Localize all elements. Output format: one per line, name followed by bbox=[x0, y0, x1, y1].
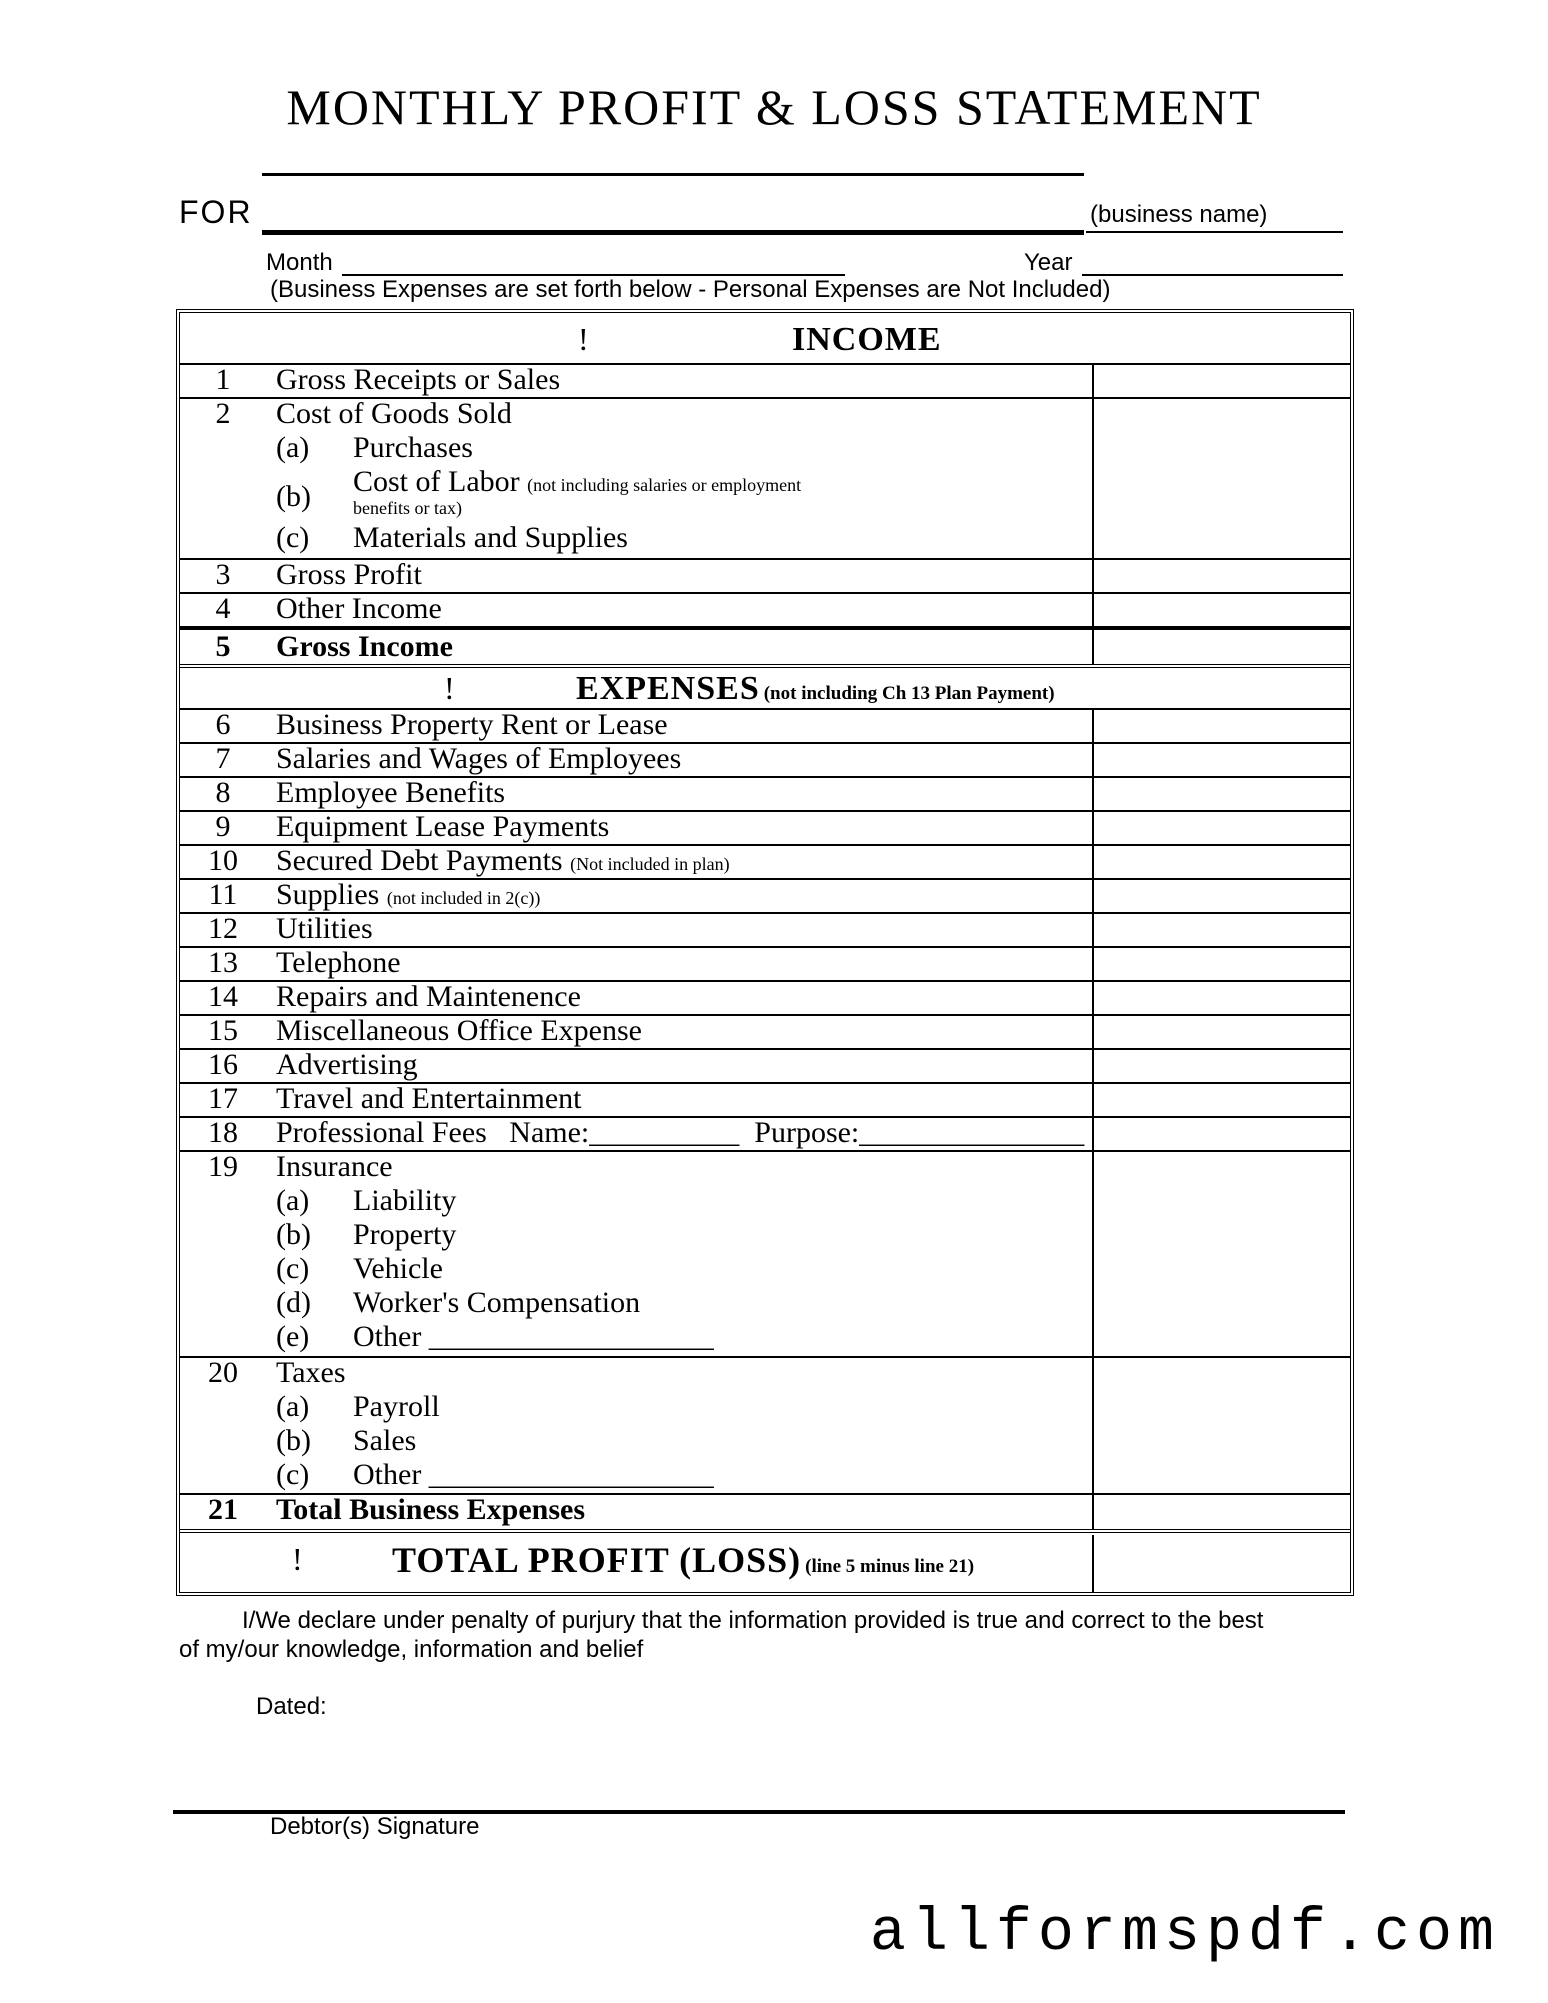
row-note: (not included in 2(c)) bbox=[386, 888, 541, 908]
sub-letter: (a) bbox=[276, 431, 310, 464]
amount-cell[interactable] bbox=[1092, 397, 1350, 558]
row-label: Insurance bbox=[276, 1150, 393, 1183]
amount-cell[interactable] bbox=[1092, 1356, 1350, 1493]
cost-of-labor-note: (not including salaries or employment bbox=[527, 475, 802, 495]
row-label: Professional Fees Name:__________ Purpose:_______________ bbox=[276, 1116, 1085, 1149]
sub-label: Materials and Supplies bbox=[353, 521, 628, 554]
income-marker: ! bbox=[578, 321, 589, 357]
row-number: 14 bbox=[208, 980, 238, 1013]
income-row-4 bbox=[180, 592, 1350, 626]
sub-label: Purchases bbox=[353, 431, 473, 464]
amount-cell[interactable] bbox=[1092, 1014, 1350, 1048]
cost-of-labor-label: Cost of Labor bbox=[353, 465, 520, 498]
row-label: Other Income bbox=[276, 592, 442, 625]
row-label: Employee Benefits bbox=[276, 776, 506, 809]
expense-row-8 bbox=[180, 776, 1350, 810]
declaration-line-2: of my/our knowledge, information and belief bbox=[179, 1636, 644, 1663]
expense-row-19 bbox=[180, 1150, 1350, 1356]
expense-row-6 bbox=[180, 708, 1350, 742]
expense-row-9 bbox=[180, 810, 1350, 844]
amount-cell[interactable] bbox=[1092, 558, 1350, 592]
row-label: Gross Income bbox=[276, 630, 453, 663]
row-number: 8 bbox=[215, 776, 231, 809]
expense-row-20 bbox=[180, 1356, 1350, 1493]
expense-row-21 bbox=[180, 1493, 1350, 1529]
page-title: MONTHLY PROFIT & LOSS STATEMENT bbox=[286, 79, 1262, 135]
expenses-heading: EXPENSES bbox=[576, 670, 760, 707]
row-number: 3 bbox=[215, 558, 231, 591]
row-label: Travel and Entertainment bbox=[276, 1082, 582, 1115]
expenses-marker: ! bbox=[444, 670, 455, 706]
row-number: 16 bbox=[208, 1048, 238, 1081]
row-note: (Not included in plan) bbox=[570, 854, 730, 874]
expense-row-10 bbox=[180, 844, 1350, 878]
sub-label: Worker's Compensation bbox=[353, 1286, 641, 1319]
row-label: Salaries and Wages of Employees bbox=[276, 742, 682, 775]
row-number: 20 bbox=[208, 1356, 238, 1389]
expense-row-16 bbox=[180, 1048, 1350, 1082]
for-label: FOR bbox=[179, 194, 253, 230]
signature-label: Debtor(s) Signature bbox=[270, 1813, 480, 1840]
row-number: 21 bbox=[208, 1493, 238, 1526]
dated-label: Dated: bbox=[256, 1693, 327, 1720]
amount-cell[interactable] bbox=[1092, 878, 1350, 912]
row-label: Taxes bbox=[276, 1356, 346, 1389]
sub-letter: (b) bbox=[276, 1424, 311, 1457]
sub-label: Vehicle bbox=[353, 1252, 443, 1285]
sub-letter: (a) bbox=[276, 1184, 310, 1217]
row-label: Equipment Lease Payments bbox=[276, 810, 610, 843]
sub-letter: (d) bbox=[276, 1286, 311, 1319]
amount-cell[interactable] bbox=[1092, 810, 1350, 844]
row-number: 1 bbox=[215, 363, 231, 396]
sub-letter: (b) bbox=[276, 1218, 311, 1251]
row-number: 10 bbox=[208, 844, 238, 877]
sub-label: Payroll bbox=[353, 1390, 440, 1423]
profit-loss-table bbox=[176, 309, 1354, 1596]
year-field[interactable] bbox=[1082, 274, 1343, 276]
row-label: Utilities bbox=[276, 912, 373, 945]
expenses-note: (Business Expenses are set forth below - Personal Expenses are Not Included) bbox=[270, 276, 1111, 303]
business-name-top-rule bbox=[262, 173, 1084, 176]
row-label-wrap bbox=[276, 878, 540, 912]
month-label: Month bbox=[266, 249, 333, 276]
row-number: 13 bbox=[208, 946, 238, 979]
expense-row-17 bbox=[180, 1082, 1350, 1116]
cost-of-labor-note-2: benefits or tax) bbox=[353, 498, 462, 518]
sub-label: Liability bbox=[353, 1184, 457, 1217]
row-number: 4 bbox=[215, 592, 231, 625]
row-number: 11 bbox=[208, 878, 238, 911]
expense-row-11 bbox=[180, 878, 1350, 912]
expense-row-14 bbox=[180, 980, 1350, 1014]
business-name-field[interactable] bbox=[262, 230, 1084, 235]
expense-row-7 bbox=[180, 742, 1350, 776]
amount-cell[interactable] bbox=[1092, 742, 1350, 776]
amount-cell[interactable] bbox=[1092, 708, 1350, 742]
row-number: 7 bbox=[215, 742, 231, 775]
row-number: 12 bbox=[208, 912, 238, 945]
amount-cell[interactable] bbox=[1092, 844, 1350, 878]
watermark: allformspdf.com bbox=[869, 1900, 1500, 1968]
row-number: 18 bbox=[208, 1116, 238, 1149]
row-number: 5 bbox=[215, 630, 231, 663]
amount-cell[interactable] bbox=[1092, 1116, 1350, 1150]
sub-letter: (e) bbox=[276, 1320, 310, 1353]
sub-label: Other ___________________ bbox=[353, 1320, 714, 1353]
row-number: 6 bbox=[215, 708, 231, 741]
row-label-wrap bbox=[276, 844, 730, 878]
row-label: Miscellaneous Office Expense bbox=[276, 1014, 642, 1047]
sub-label: Property bbox=[353, 1218, 457, 1251]
total-marker: ! bbox=[292, 1541, 303, 1577]
sub-label: Sales bbox=[353, 1424, 417, 1457]
row-number: 2 bbox=[215, 397, 231, 430]
income-row-5 bbox=[180, 630, 1350, 664]
row-label: Supplies bbox=[276, 878, 380, 911]
sub-label: Other ___________________ bbox=[353, 1458, 714, 1491]
row-label: Telephone bbox=[276, 946, 401, 979]
row-label: Secured Debt Payments bbox=[276, 844, 563, 877]
row-number: 19 bbox=[208, 1150, 238, 1183]
row-label: Gross Profit bbox=[276, 558, 422, 591]
total-label-wrap bbox=[392, 1539, 974, 1581]
expenses-heading-wrap bbox=[576, 670, 1055, 708]
amount-cell[interactable] bbox=[1092, 912, 1350, 946]
income-row-2 bbox=[180, 397, 1350, 558]
amount-cell[interactable] bbox=[1092, 592, 1350, 626]
amount-cell[interactable] bbox=[1092, 363, 1350, 397]
total-note: (line 5 minus line 21) bbox=[805, 1556, 975, 1577]
row-number: 17 bbox=[208, 1082, 238, 1115]
amount-cell[interactable] bbox=[1092, 946, 1350, 980]
total-label: TOTAL PROFIT (LOSS) bbox=[392, 1540, 802, 1580]
amount-cell[interactable] bbox=[1092, 630, 1350, 664]
amount-cell[interactable] bbox=[1092, 1493, 1350, 1529]
sub-letter: (a) bbox=[276, 1390, 310, 1423]
row-label: Gross Receipts or Sales bbox=[276, 363, 561, 396]
business-name-hint-rule bbox=[1086, 231, 1343, 233]
declaration-line-1: I/We declare under penalty of purjury that the information provided is true and correct to the best bbox=[242, 1607, 1264, 1634]
sub-label bbox=[353, 465, 801, 499]
year-label: Year bbox=[1024, 249, 1073, 276]
expense-row-12 bbox=[180, 912, 1350, 946]
row-number: 9 bbox=[215, 810, 231, 843]
amount-cell[interactable] bbox=[1092, 1150, 1350, 1356]
amount-cell[interactable] bbox=[1092, 1535, 1350, 1592]
expenses-heading-note: (not including Ch 13 Plan Payment) bbox=[763, 683, 1055, 704]
row-label: Business Property Rent or Lease bbox=[276, 708, 668, 741]
total-profit-row bbox=[180, 1535, 1350, 1592]
income-heading: INCOME bbox=[792, 321, 942, 358]
row-label: Repairs and Maintenence bbox=[276, 980, 581, 1013]
row-label: Cost of Goods Sold bbox=[276, 397, 512, 430]
sub-letter: (c) bbox=[276, 521, 310, 554]
expense-row-18 bbox=[180, 1116, 1350, 1150]
income-row-1 bbox=[180, 363, 1350, 397]
row-label: Total Business Expenses bbox=[276, 1493, 585, 1526]
expense-row-15 bbox=[180, 1014, 1350, 1048]
amount-cell[interactable] bbox=[1092, 1082, 1350, 1116]
income-row-3 bbox=[180, 558, 1350, 592]
row-label: Advertising bbox=[276, 1048, 418, 1081]
row-number: 15 bbox=[208, 1014, 238, 1047]
sub-letter: (b) bbox=[276, 480, 311, 513]
expense-row-13 bbox=[180, 946, 1350, 980]
expenses-header bbox=[180, 670, 1350, 708]
amount-cell[interactable] bbox=[1092, 1048, 1350, 1082]
amount-cell[interactable] bbox=[1092, 980, 1350, 1014]
sub-letter: (c) bbox=[276, 1458, 310, 1491]
amount-cell[interactable] bbox=[1092, 776, 1350, 810]
sub-letter: (c) bbox=[276, 1252, 310, 1285]
business-name-hint: (business name) bbox=[1090, 201, 1268, 228]
income-header bbox=[180, 313, 1350, 363]
